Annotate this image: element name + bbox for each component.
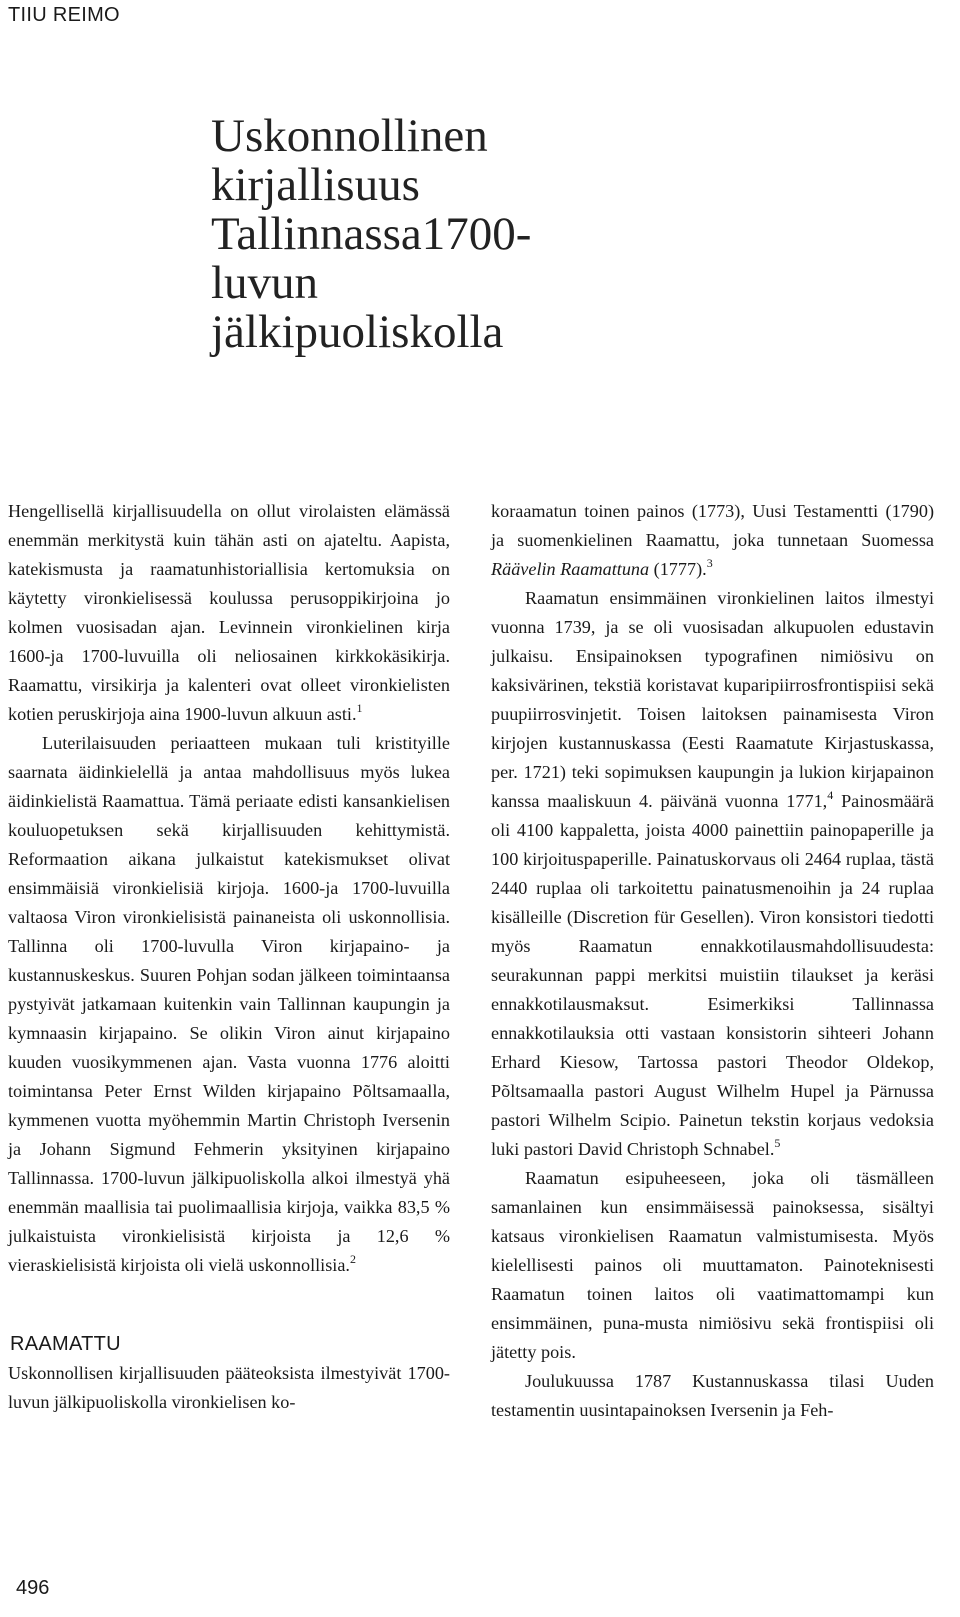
page-number: 496 (16, 1577, 50, 1599)
footnote-ref-1: 1 (356, 701, 363, 715)
paragraph-text: Painosmäärä oli 4100 kappaletta, joista 4000 painettiin painopaperille ja 100 kirjoituspaperille. Painatuskorvaus oli 2464 ruplaa, tästä 2440 ruplaa oli tarkoitettu painatusmenoihin ja 24 ruplaa kisälleille (Discretion für Gesellen). Viron konsistori tiedotti myös Raamatun ennakkotilausmahdollisuudesta: seurakunnan pappi merkitsi muistiin tilaukset ja keräsi ennakkotilausmaksut. Esimerkiksi Tallinnassa ennakkotilauksia otti vastaan konsistorin sihteeri Johann Erhard Kiesow, Tartossa pastori Theodor Oldekop, Põltsamaalla pastori August Wilhelm Hupel ja Pärnussa pastori Wilhelm Scipio. Painetun tekstin korjaus vedoksia luki pastori David Christoph Schnabel. (491, 791, 934, 1159)
footnote-ref-4: 4 (827, 788, 834, 802)
paragraph: Uskonnollisen kirjallisuuden pääteoksista ilmestyivät 1700-luvun jälkipuoliskolla vironkielisen ko- (8, 1363, 450, 1412)
paragraph-text: koraamatun toinen painos (1773), Uusi Testamentti (1790) ja suomenkielinen Raamattu, joka tunnetaan Suomessa (491, 501, 934, 550)
paragraph (491, 497, 934, 584)
section-heading: RAAMATTU (10, 1333, 121, 1355)
title-line: jälkipuoliskolla (211, 306, 504, 358)
paragraph-text: Raamatun ensimmäinen vironkielinen laitos ilmestyi vuonna 1739, ja se oli vuosisadan alkupuolen edustavin julkaisu. Ensipainoksen typografinen nimiösivu on kaksivärinen, tekstiä koristavat kuparipiirrosfrontispiisi sekä puupiirrosvinjetit. Toisen laitoksen painamisesta Viron kirjojen kustannuskassa (Eesti Raamatute Kirjastuskassa, per. 1721) teki sopimuksen kaupungin ja lukion kirjapainon kanssa maaliskuun 4. päivänä vuonna 1771, (491, 588, 934, 811)
title-line: kirjallisuus (211, 159, 420, 211)
paragraph (491, 584, 934, 1164)
title-line: Tallinnassa1700- (211, 208, 532, 260)
paragraph-text: Hengellisellä kirjallisuudella on ollut virolaisten elämässä enemmän merkitystä kuin tähän asti on ajateltu. Aapista, katekismusta ja raamatunhistoriallisia kertomuksia on käytetty vironkielisessä koulussa perusoppikirjoina jo kolmen vuosisadan ajan. Levinnein vironkielinen kirja 1600-ja 1700-luvuilla oli neliosainen kirkkokäsikirja. Raamattu, virsikirja ja kalenteri ovat olleet vironkielisten kotien peruskirjoja aina 1900-luvun alkuun asti. (8, 501, 450, 724)
author-name: TIIU REIMO (8, 4, 120, 26)
paragraph (8, 729, 450, 1280)
left-column (8, 497, 450, 1417)
paragraph: Joulukuussa 1787 Kustannuskassa tilasi Uuden testamentin uusintapainoksen Iversenin ja Feh- (491, 1371, 934, 1420)
article-title (211, 112, 731, 357)
paragraph: Raamatun esipuheeseen, joka oli täsmälleen samanlainen kun ensimmäisessä painoksessa, sisältyi katsaus vironkielisen Raamatun valmistumisesta. Myös kielellisesti painos oli muuttamaton. Painoteknisesti Raamatun toinen laitos oli vaatimattomampi kun ensimmäinen, puna-musta nimiösivu sekä frontispiisi oli jätetty pois. (491, 1168, 934, 1362)
footnote-ref-3: 3 (706, 556, 713, 570)
paragraph-text: (1777). (653, 559, 707, 579)
book-title-italic: Räävelin Raamattuna (491, 559, 650, 579)
right-column (491, 497, 934, 1425)
footnote-ref-5: 5 (774, 1136, 781, 1150)
paragraph-text: Luterilaisuuden periaatteen mukaan tuli kristityille saarnata äidinkielellä ja antaa mahdollisuus myös lukea äidinkielistä Raamattua. Tämä periaate edisti kansankielisen kouluopetuksen sekä kirjallisuuden kehittymistä. Reformaation aikana julkaistut katekismukset olivat ensimmäisiä vironkielisiä kirjoja. 1600-ja 1700-luvuilla valtaosa Viron vironkielisistä painaneista oli uskonnollisia. Tallinna oli 1700-luvulla Viron kirjapaino- ja kustannuskeskus. Suuren Pohjan sodan jälkeen toimintaansa pystyivät jatkamaan kuitenkin vain Tallinnan kaupungin ja kymnaasin kirjapaino. Se olikin Viron ainut kirjapaino kuuden vuosikymmenen ajan. Vasta vuonna 1776 aloitti toimintansa Peter Ernst Wilden kirjapaino Põltsamaalla, kymmenen vuotta myöhemmin Martin Christoph Iversenin ja Johann Sigmund Fehmerin yksityinen kirjapaino Tallinnassa. 1700-luvun jälkipuoliskolla alkoi ilmestyä yhä enemmän maallisia tai puolimaallisia kirjoja, vaikka 83,5 % julkaistuista vironkielisistä kirjoista ja 12,6 % vieraskielisistä kirjoista oli vielä uskonnollisia. (8, 733, 450, 1275)
paragraph (8, 497, 450, 729)
footnote-ref-2: 2 (349, 1252, 356, 1266)
title-line: Uskonnollinen (211, 110, 488, 162)
title-line: luvun (211, 257, 319, 309)
